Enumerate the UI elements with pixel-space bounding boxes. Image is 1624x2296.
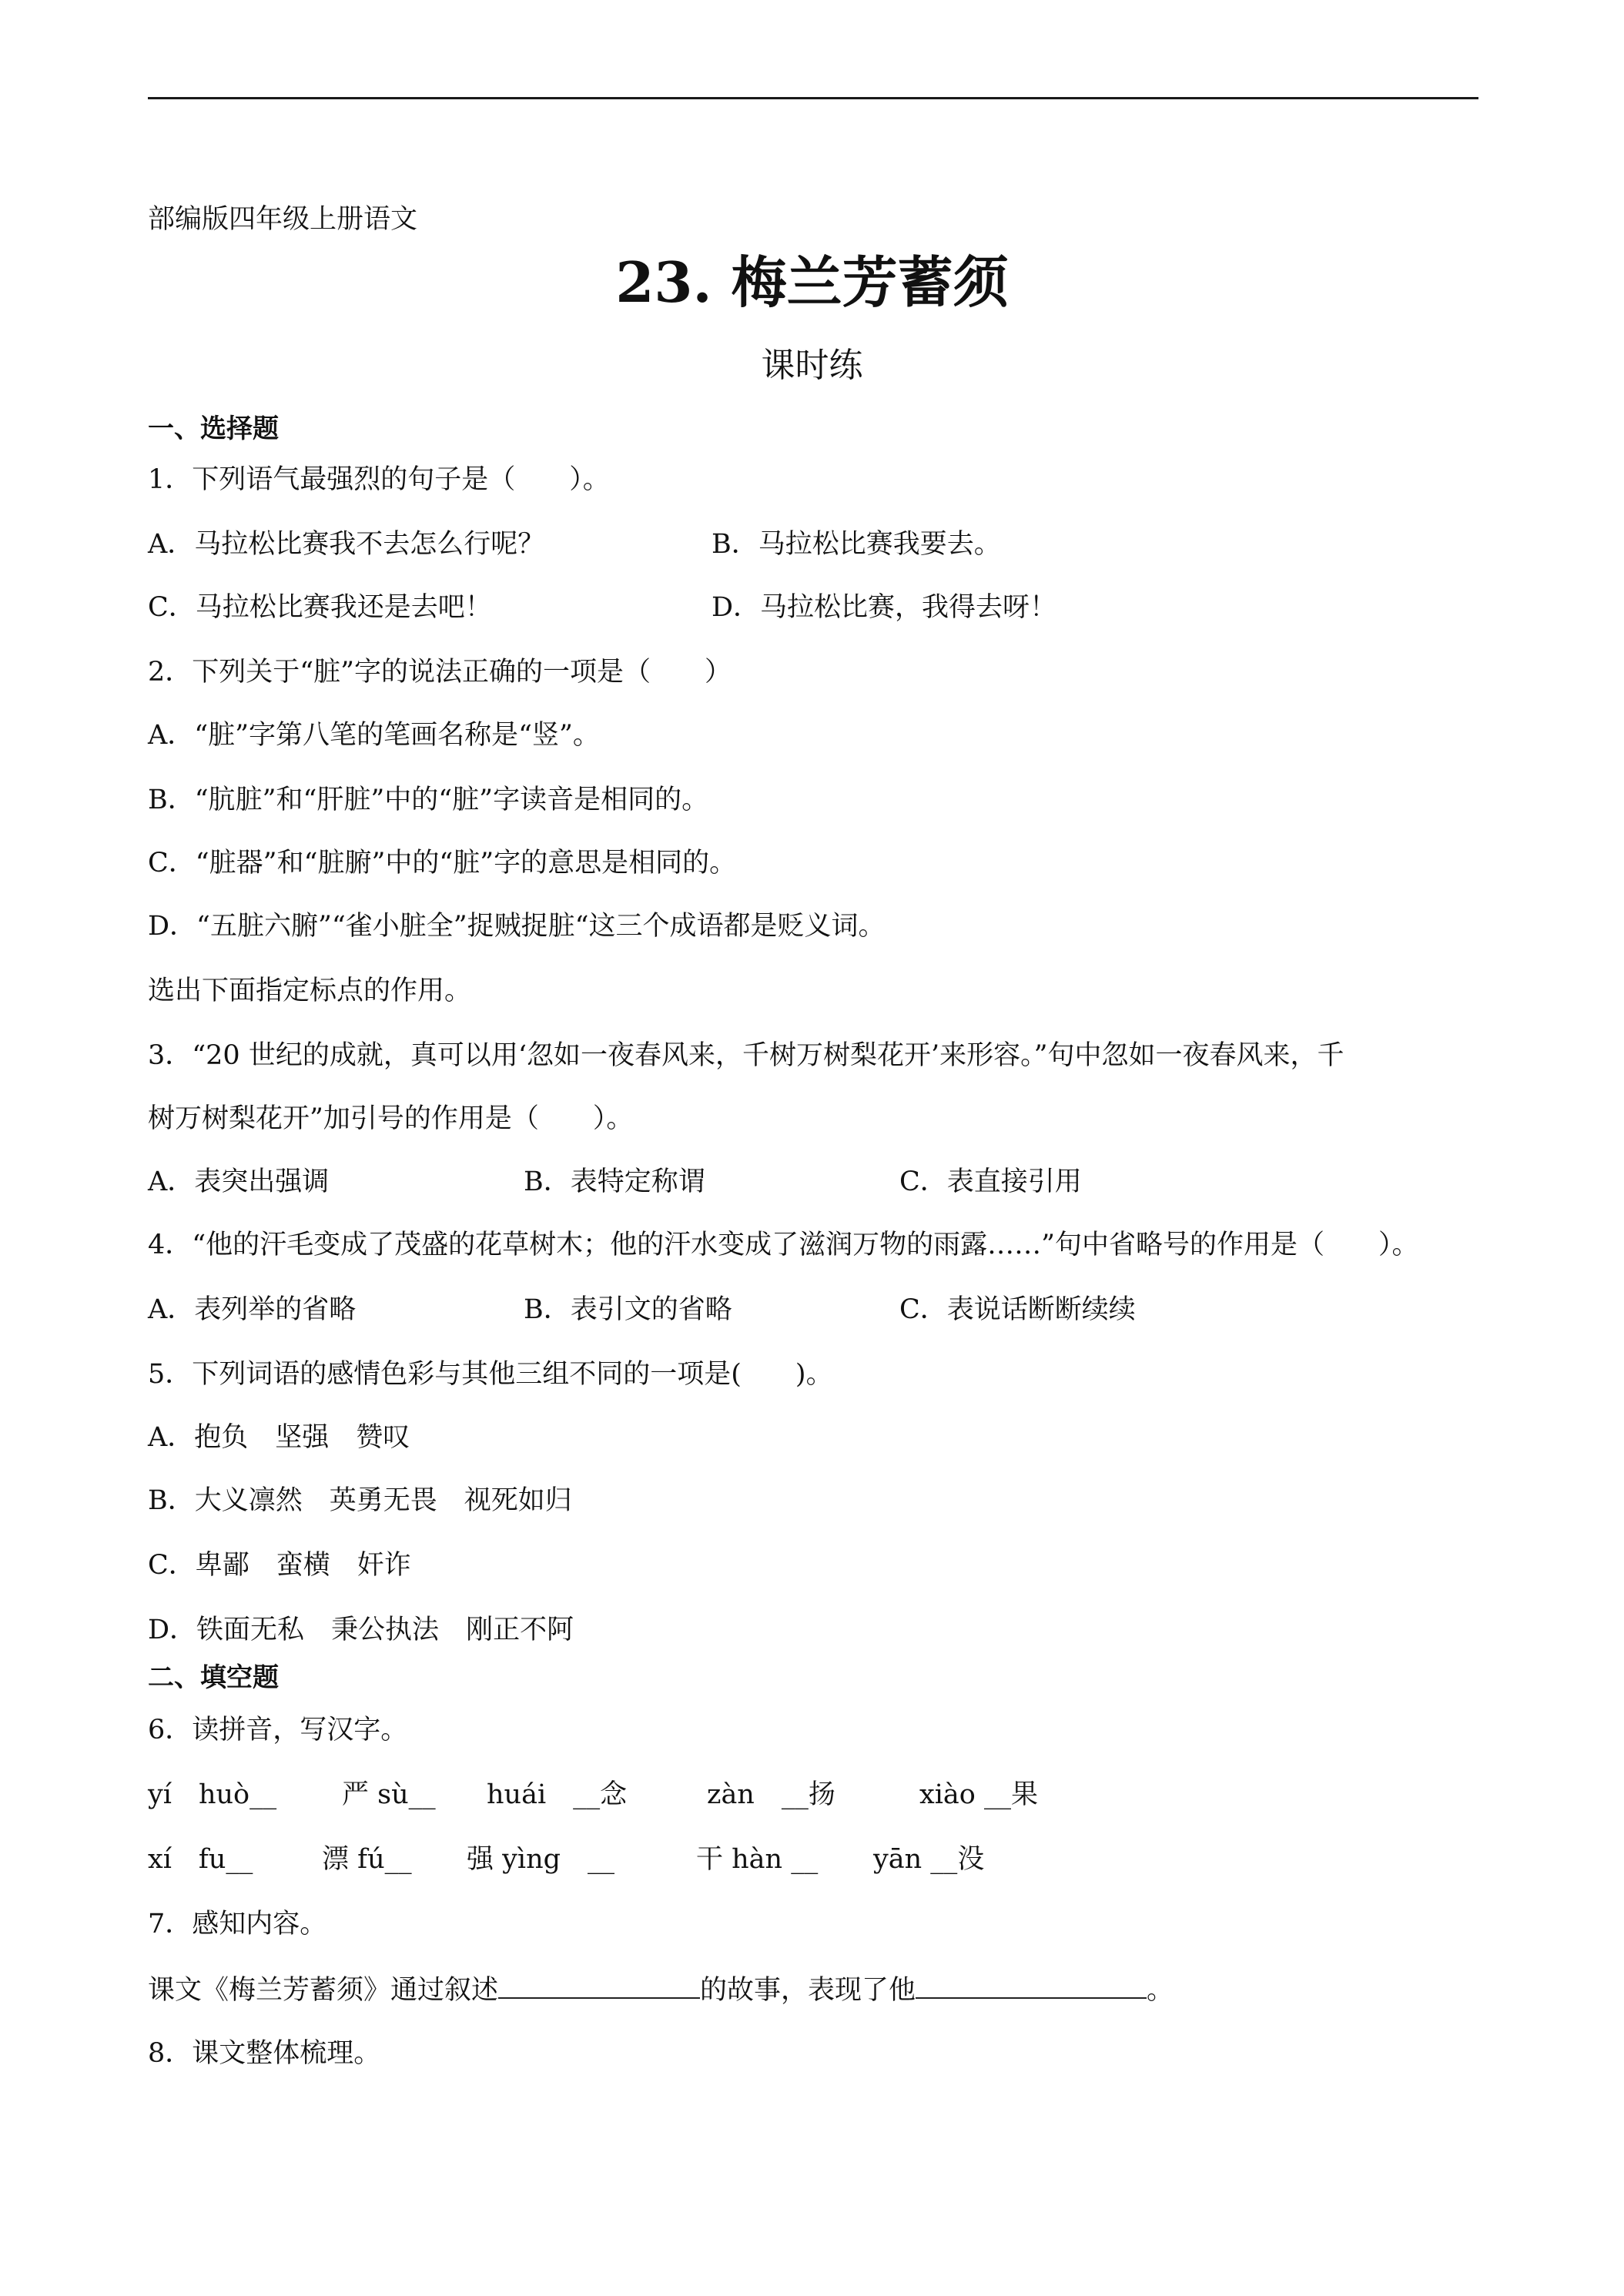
- q7-sentence: [148, 1971, 1174, 2008]
- q2-option-b: B．“肮脏”和“肝脏”中的“脏”字读音是相同的。: [148, 785, 709, 815]
- q3-stem-line1: 3．“20 世纪的成就，真可以用‘忽如一夜春风来，千树万树梨花开’来形容。”句中忽如一夜春风来，千: [148, 1040, 1344, 1071]
- pinyin-item: 严 sù__: [342, 1779, 436, 1810]
- q5-option-a: A．抱负 坚强 赞叹: [148, 1422, 410, 1453]
- page-title: 23. 梅兰芳蓄须: [615, 249, 1009, 315]
- pinyin-item: 强 yìng __: [467, 1844, 615, 1875]
- q4-option-a: A．表列举的省略: [148, 1294, 357, 1325]
- q4-option-c: C．表说话断断续续: [899, 1294, 1136, 1325]
- q6-stem: 6．读拼音，写汉字。: [148, 1715, 408, 1745]
- q2-option-c: C．“脏器”和“脏腑”中的“脏”字的意思是相同的。: [148, 848, 737, 879]
- page-subtitle: 课时练: [761, 346, 863, 385]
- pinyin-item: zàn __扬: [707, 1779, 835, 1810]
- header-rule: [148, 97, 1478, 99]
- q5-stem: 5．下列词语的感情色彩与其他三组不同的一项是( )。: [148, 1359, 833, 1390]
- q4-option-b: B．表引文的省略: [524, 1294, 732, 1325]
- q7-text-part1: 课文《梅兰芳蓄须》通过叙述: [148, 1975, 499, 2006]
- pinyin-item: huái __念: [487, 1779, 628, 1810]
- q2-option-d: D．“五脏六腑”“雀小脏全”捉贼捉脏“这三个成语都是贬义词。: [148, 911, 886, 942]
- q7-text-part3: 。: [1147, 1975, 1174, 2006]
- q2-stem: 2．下列关于“脏”字的说法正确的一项是（ ）: [148, 657, 732, 688]
- q8-stem: 8．课文整体梳理。: [148, 2038, 381, 2069]
- pinyin-item: 干 hàn __: [696, 1844, 819, 1875]
- q3-option-a: A．表突出强调: [148, 1166, 330, 1197]
- q1-option-b: B．马拉松比赛我要去。: [712, 529, 1001, 560]
- q1-option-c: C．马拉松比赛我还是去吧！: [148, 592, 492, 623]
- q4-stem: 4．“他的汗毛变成了茂盛的花草树木；他的汗水变成了滋润万物的雨露……”句中省略号的作用是（ ）。: [148, 1230, 1419, 1260]
- section-heading-choice: 一、选择题: [148, 413, 279, 444]
- q3-stem-line2: 树万树梨花开”加引号的作用是（ ）。: [148, 1103, 634, 1134]
- q1-stem: 1．下列语气最强烈的句子是（ ）。: [148, 464, 610, 495]
- pinyin-item: xiào __果: [919, 1779, 1038, 1810]
- q5-option-b: B．大义凛然 英勇无畏 视死如归: [148, 1485, 572, 1516]
- pinyin-item: yān __没: [873, 1844, 985, 1875]
- answer-blank-quality[interactable]: [916, 1971, 1147, 1999]
- q1-option-d: D．马拉松比赛，我得去呀！: [712, 592, 1057, 623]
- pinyin-item: xí fu__: [148, 1844, 253, 1875]
- q2-option-a: A．“脏”字第八笔的笔画名称是“竖”。: [148, 720, 600, 751]
- q3-option-c: C．表直接引用: [899, 1166, 1082, 1197]
- punctuation-instruction: 选出下面指定标点的作用。: [148, 976, 472, 1006]
- answer-blank-story[interactable]: [498, 1971, 700, 1999]
- section-heading-fill: 二、填空题: [148, 1662, 279, 1693]
- q5-option-c: C．卑鄙 蛮横 奸诈: [148, 1550, 411, 1581]
- subject-label: 部编版四年级上册语文: [148, 204, 418, 235]
- pinyin-item: 漂 fú__: [322, 1844, 412, 1875]
- q7-text-part2: 的故事，表现了他: [700, 1975, 916, 2006]
- q1-option-a: A．马拉松比赛我不去怎么行呢？: [148, 529, 545, 560]
- q5-option-d: D．铁面无私 秉公执法 刚正不阿: [148, 1615, 574, 1645]
- pinyin-item: yí huò__: [148, 1779, 277, 1810]
- q3-option-b: B．表特定称谓: [524, 1166, 705, 1197]
- q7-stem: 7．感知内容。: [148, 1909, 327, 1940]
